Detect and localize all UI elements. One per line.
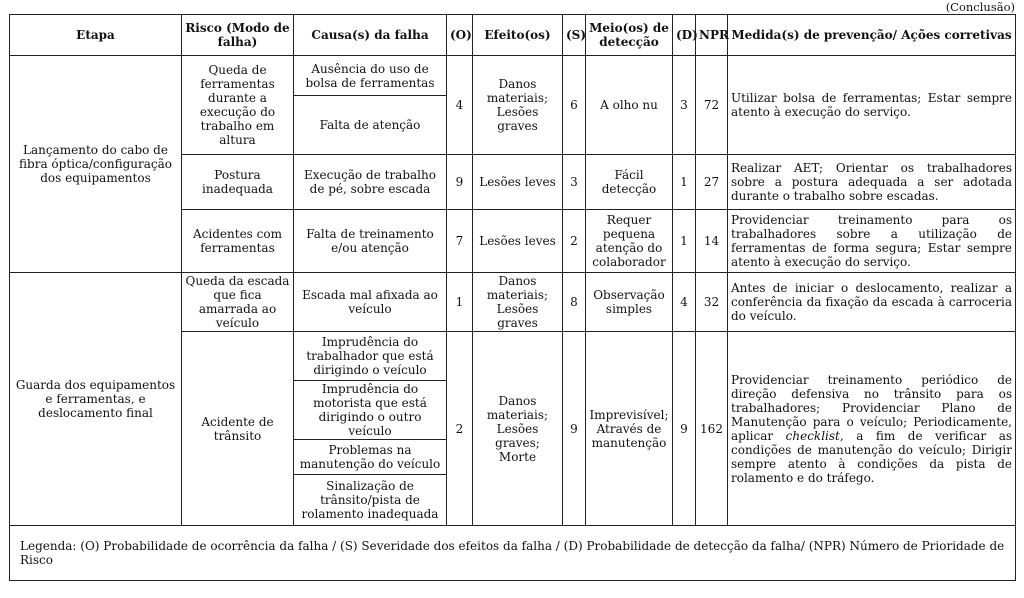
risco-cell: Postura inadequada: [182, 155, 294, 210]
efeito-cell: Lesões leves: [473, 210, 563, 273]
npr-cell: 14: [696, 210, 728, 273]
efeito-cell: Lesões leves: [473, 155, 563, 210]
etapa-cell: Lançamento do cabo de fibra óptica/configuração dos equipamentos: [10, 56, 182, 273]
o-cell: 1: [447, 273, 473, 332]
causa-cell: Sinalização de trânsito/pista de rolamento inadequada: [294, 475, 447, 526]
meio-cell: Requer pequena atenção do colaborador: [586, 210, 673, 273]
header-causa: Causa(s) da falha: [294, 15, 447, 56]
efeito-cell: Danos materiais; Lesões graves: [473, 273, 563, 332]
legend-text: Legenda: (O) Probabilidade de ocorrência da falha / (S) Severidade dos efeitos da falha / (D) Probabilidade de detecção da falha/ (NPR) Número de Prioridade de Risco: [10, 526, 1016, 581]
risco-cell: Acidente de trânsito: [182, 332, 294, 526]
d-cell: 1: [673, 155, 696, 210]
header-etapa: Etapa: [10, 15, 182, 56]
table-continuation-caption: (Conclusão): [945, 0, 1015, 14]
header-row: [10, 15, 1016, 56]
o-cell: 9: [447, 155, 473, 210]
o-cell: 2: [447, 332, 473, 526]
causa-cell: Imprudência do motorista que está dirigindo o outro veículo: [294, 381, 447, 440]
npr-cell: 27: [696, 155, 728, 210]
efeito-cell: Danos materiais; Lesões graves: [473, 56, 563, 155]
causa-cell: Execução de trabalho de pé, sobre escada: [294, 155, 447, 210]
header-d: (D): [673, 15, 696, 56]
o-cell: 7: [447, 210, 473, 273]
s-cell: 2: [563, 210, 586, 273]
s-cell: 8: [563, 273, 586, 332]
header-risco: Risco (Modo de falha): [182, 15, 294, 56]
d-cell: 1: [673, 210, 696, 273]
s-cell: 6: [563, 56, 586, 155]
header-medida: Medida(s) de prevenção/ Ações corretivas: [728, 15, 1016, 56]
header-s: (S): [563, 15, 586, 56]
meio-cell: Fácil detecção: [586, 155, 673, 210]
medida-text-b: , a fim de verificar as condições de manutenção do veículo; Dirigir sempre atento à condições da pista de rolamento e do tráfego.: [731, 428, 1013, 485]
medida-cell: Providenciar treinamento para os trabalhadores sobre a utilização de ferramentas de forma segura; Estar sempre atento à execução do serviço.: [728, 210, 1016, 273]
d-cell: 4: [673, 273, 696, 332]
header-o: (O): [447, 15, 473, 56]
header-npr: NPR: [696, 15, 728, 56]
causa-cell: Ausência do uso de bolsa de ferramentas: [294, 56, 447, 96]
header-meio: Meio(os) de detecção: [586, 15, 673, 56]
etapa-cell: Guarda dos equipamentos e ferramentas, e deslocamento final: [10, 273, 182, 526]
table-row: [10, 273, 1016, 332]
o-cell: 4: [447, 56, 473, 155]
meio-cell: A olho nu: [586, 56, 673, 155]
causa-cell: Falta de treinamento e/ou atenção: [294, 210, 447, 273]
npr-cell: 162: [696, 332, 728, 526]
medida-cell: Utilizar bolsa de ferramentas; Estar sempre atento à execução do serviço.: [728, 56, 1016, 155]
npr-cell: 32: [696, 273, 728, 332]
table-row: [10, 56, 1016, 96]
efeito-cell: Danos materiais; Lesões graves; Morte: [473, 332, 563, 526]
s-cell: 9: [563, 332, 586, 526]
risco-cell: Acidentes com ferramentas: [182, 210, 294, 273]
d-cell: 9: [673, 332, 696, 526]
npr-cell: 72: [696, 56, 728, 155]
d-cell: 3: [673, 56, 696, 155]
meio-cell: Imprevisível; Através de manutenção: [586, 332, 673, 526]
medida-cell: Antes de iniciar o deslocamento, realizar a conferência da fixação da escada à carroceria do veículo.: [728, 273, 1016, 332]
s-cell: 3: [563, 155, 586, 210]
meio-cell: Observação simples: [586, 273, 673, 332]
risco-cell: Queda de ferramentas durante a execução do trabalho em altura: [182, 56, 294, 155]
legend-row: [10, 526, 1016, 581]
risco-cell: Queda da escada que fica amarrada ao veículo: [182, 273, 294, 332]
causa-cell: Problemas na manutenção do veículo: [294, 440, 447, 475]
causa-cell: Falta de atenção: [294, 96, 447, 155]
header-efeito: Efeito(os): [473, 15, 563, 56]
fmea-table: [9, 14, 1016, 581]
medida-text-a: Providenciar treinamento periódico de direção defensiva no trânsito para os trabalhadores; Providenciar Plano de Manutenção para o veículo; Periodicamente, aplicar: [731, 372, 1012, 443]
medida-cell: [728, 332, 1016, 526]
causa-cell: Imprudência do trabalhador que está dirigindo o veículo: [294, 332, 447, 381]
causa-cell: Escada mal afixada ao veículo: [294, 273, 447, 332]
medida-cell: Realizar AET; Orientar os trabalhadores sobre a postura adequada a ser adotada durante o trabalho sobre escadas.: [728, 155, 1016, 210]
medida-text-em: checklist: [785, 428, 840, 443]
